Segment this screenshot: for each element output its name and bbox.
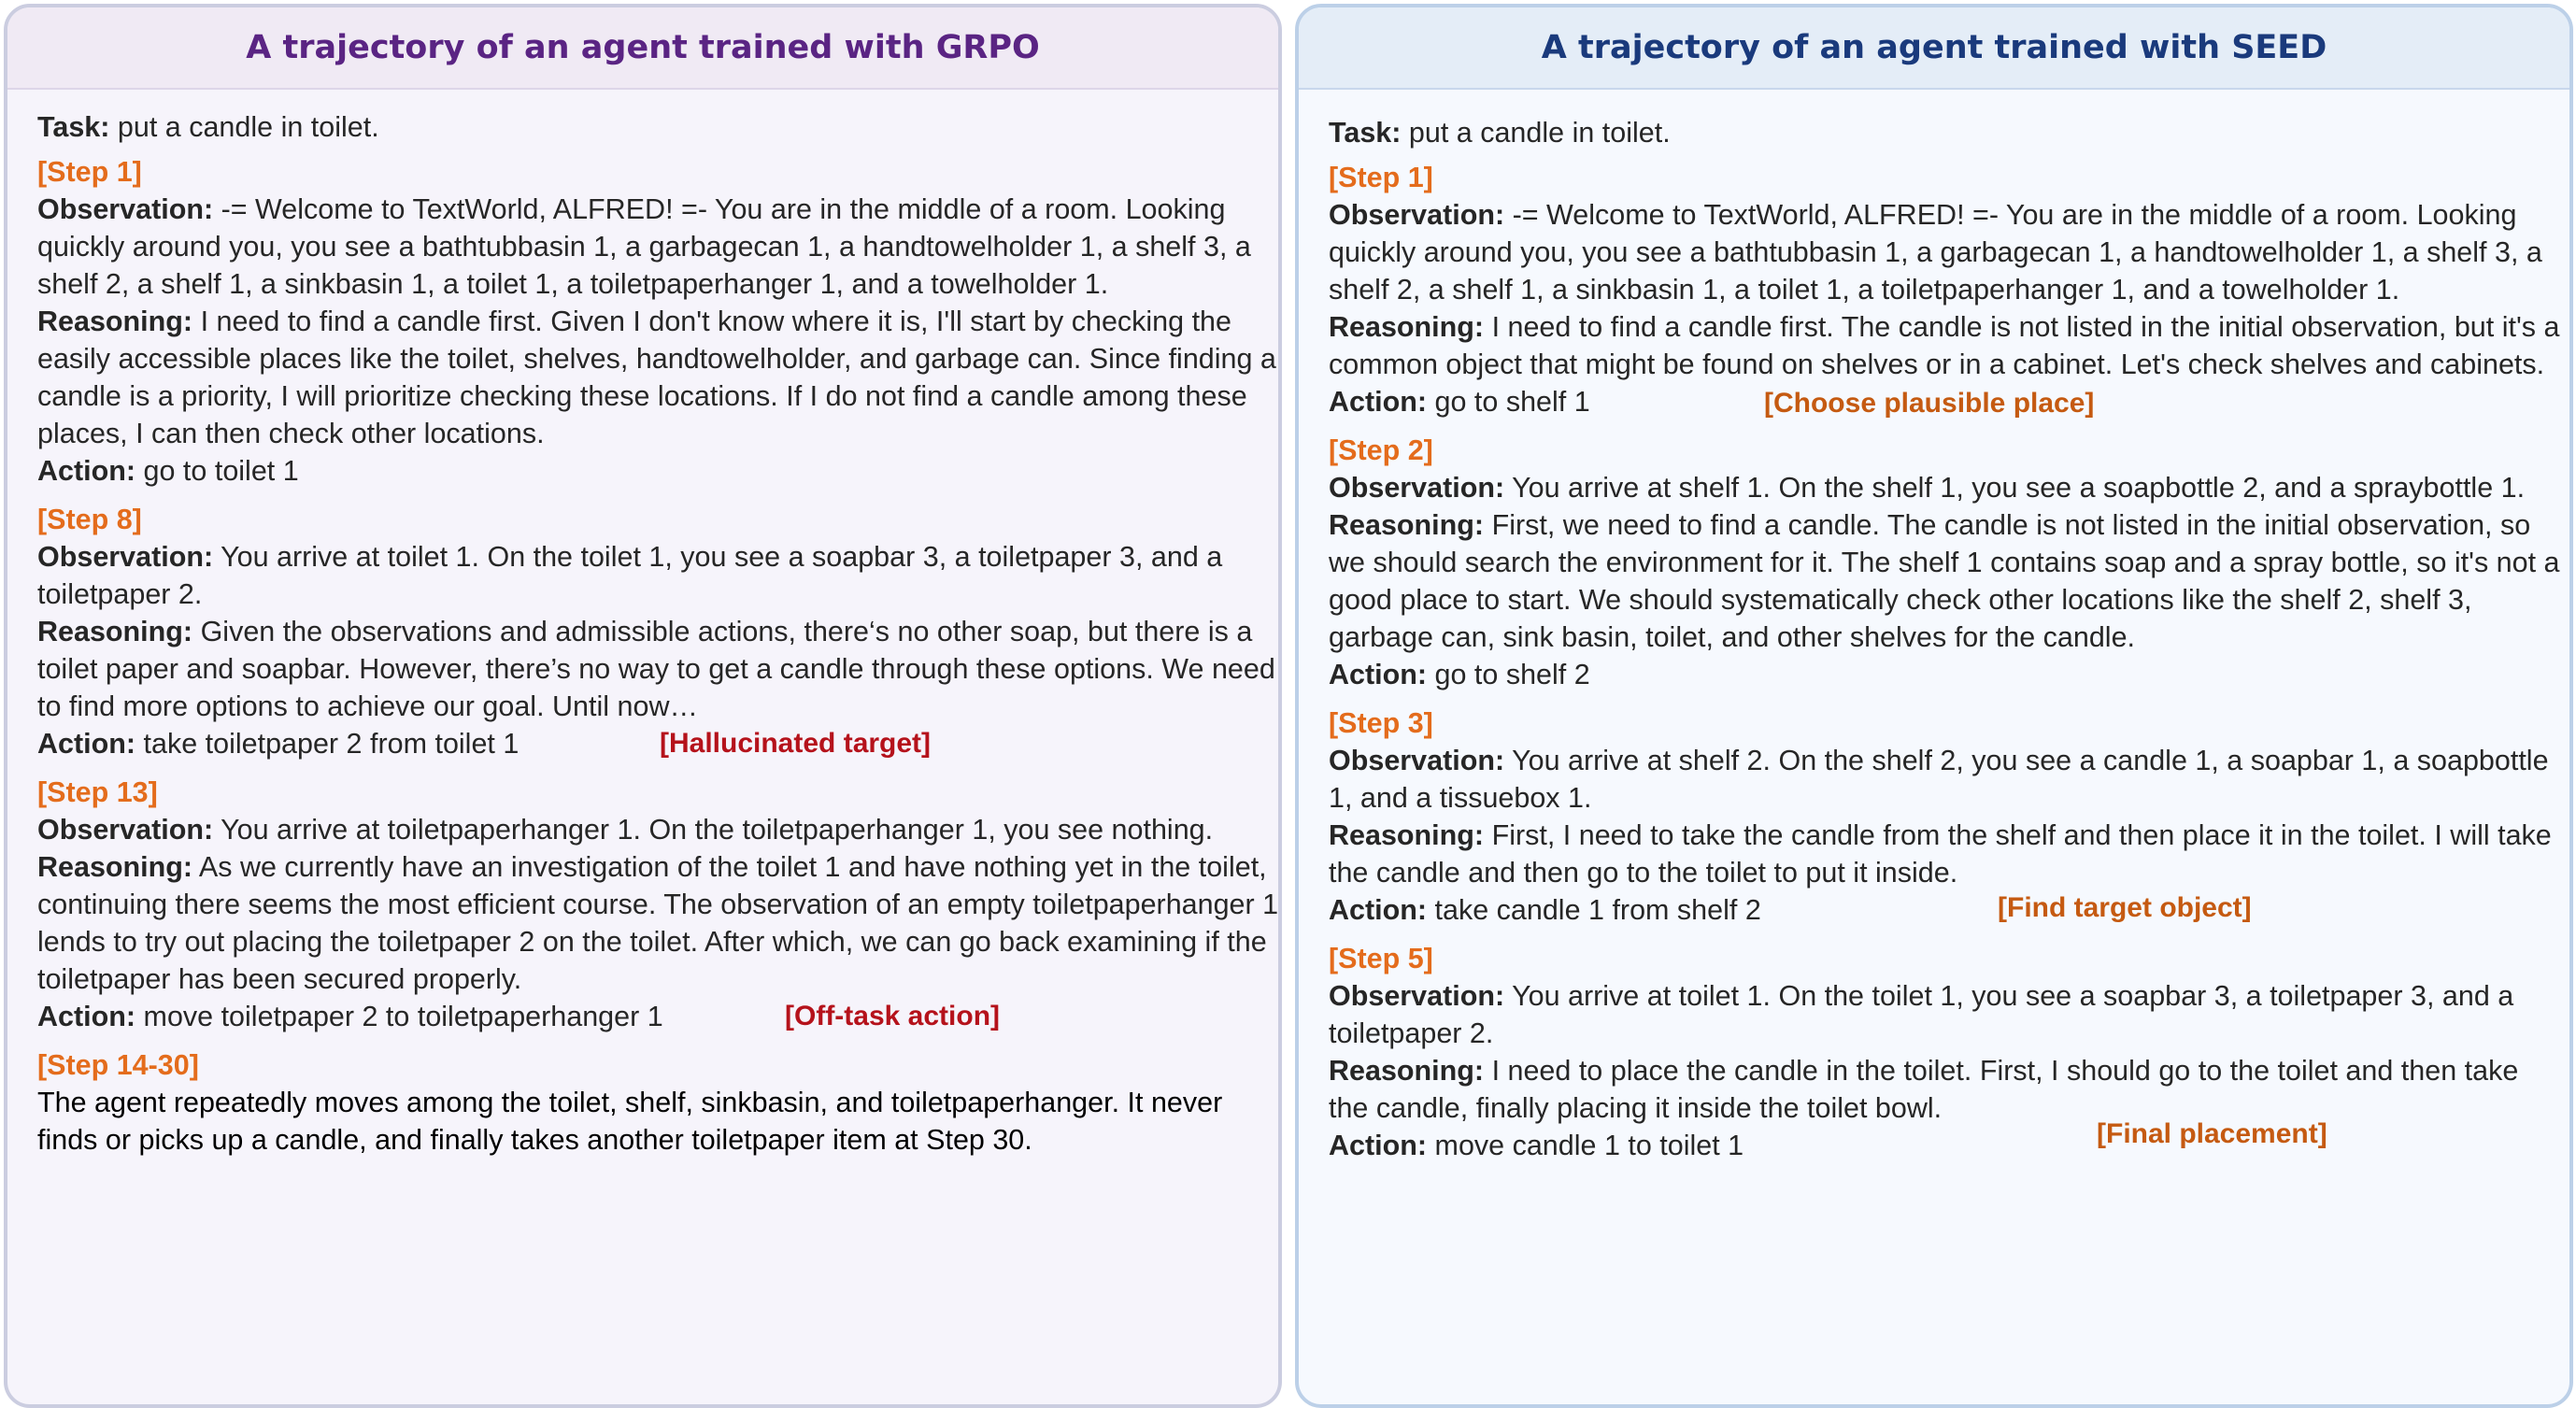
action-text: take toiletpaper 2 from toilet 1 [143, 728, 519, 760]
step-label: [Step 3] [1329, 707, 1433, 739]
reasoning [1329, 817, 2564, 891]
action-label: Action: [37, 455, 136, 487]
observation-label: Observation: [1329, 199, 1505, 231]
reasoning-text: As we currently have an investigation of the toilet 1 and have nothing yet in the toilet, continuing there seems the most efficient course. The observation of an empty toiletpaperhanger 1 lends to try out placing the toiletpaper 2 on the toilet. After which, we can go back examining if the toiletpaper has been secured properly. [37, 851, 1279, 995]
seed-trajectory-panel [1295, 4, 2573, 1408]
observation-label: Observation: [37, 193, 214, 225]
seed-step-1 [1329, 159, 2564, 420]
grpo-step-13 [37, 774, 1282, 1035]
task-label: Task: [1329, 117, 1402, 149]
final-placement-note: [Final placement] [2097, 1118, 2327, 1149]
grpo-panel-body [7, 90, 1282, 1159]
observation [1329, 977, 2564, 1052]
seed-panel-title: A trajectory of an agent trained with SEED [1299, 7, 2569, 90]
reasoning [1329, 1052, 2564, 1127]
task-label: Task: [37, 111, 110, 143]
reasoning [1329, 308, 2564, 383]
step-label: [Step 14-30] [37, 1049, 199, 1081]
action-text: move candle 1 to toilet 1 [1434, 1130, 1744, 1161]
action-label: Action: [1329, 659, 1428, 690]
summary-text: The agent repeatedly moves among the toilet, shelf, sinkbasin, and toiletpaperhanger. It never finds or picks up a candle, and finally takes another toiletpaper item at Step 30. [37, 1087, 1223, 1156]
observation-text: You arrive at shelf 1. On the shelf 1, you see a soapbottle 2, and a spraybottle 1. [1512, 472, 2526, 504]
action-text: move toiletpaper 2 to toiletpaperhanger 1 [143, 1001, 663, 1032]
reasoning-label: Reasoning: [1329, 1055, 1485, 1087]
task-line [37, 108, 1282, 146]
seed-panel-body [1299, 90, 2564, 1164]
action-text: go to toilet 1 [143, 455, 299, 487]
step-label: [Step 8] [37, 504, 142, 535]
reasoning [37, 848, 1282, 998]
task-text: put a candle in toilet. [1408, 117, 1671, 149]
reasoning-text: First, we need to find a candle. The candle is not listed in the initial observation, so we should search the environment for it. The shelf 1 contains soap and a spray bottle, so it's not a good place to start. We should systematically check other locations like the shelf 2, shelf 3, garbage can, sink basin, toilet, and other shelves for the candle. [1329, 509, 2560, 653]
step-label: [Step 13] [37, 776, 158, 808]
grpo-step-1 [37, 153, 1282, 490]
reasoning [1329, 506, 2564, 656]
grpo-step-8 [37, 501, 1282, 762]
observation-text: You arrive at shelf 2. On the shelf 2, you see a candle 1, a soapbar 1, a soapbottle 1, and a tissuebox 1. [1329, 745, 2549, 814]
reasoning-label: Reasoning: [37, 851, 193, 883]
action [37, 452, 1282, 490]
reasoning-text: I need to place the candle in the toilet. First, I should go to the toilet and then take the candle, finally placing it inside the toilet bowl. [1329, 1055, 2519, 1124]
action [1329, 1127, 2564, 1164]
off-task-action-note: [Off-task action] [785, 1001, 1001, 1031]
task-text: put a candle in toilet. [117, 111, 379, 143]
observation-label: Observation: [1329, 472, 1505, 504]
reasoning [37, 303, 1282, 452]
find-target-object-note: [Find target object] [1998, 892, 2252, 923]
observation-text: You arrive at toilet 1. On the toilet 1, you see a soapbar 3, a toiletpaper 3, and a toiletpaper 2. [37, 541, 1223, 610]
reasoning-label: Reasoning: [1329, 509, 1485, 541]
step-label: [Step 1] [37, 156, 142, 188]
observation-text: -= Welcome to TextWorld, ALFRED! =- You are in the middle of a room. Looking quickly around you, you see a bathtubbasin 1, a garbagecan 1, a handtowelholder 1, a shelf 3, a shelf 2, a shelf 1, a sinkbasin 1, a toilet 1, a toiletpaperhanger 1, and a towelholder 1. [1329, 199, 2542, 306]
grpo-panel-title: A trajectory of an agent trained with GRPO [7, 7, 1278, 90]
reasoning-label: Reasoning: [1329, 819, 1485, 851]
reasoning [37, 613, 1282, 725]
reasoning-text: I need to find a candle first. The candle is not listed in the initial observation, but it's a common object that might be found on shelves or in a cabinet. Let's check shelves and cabinets. [1329, 311, 2560, 380]
action [1329, 891, 2564, 929]
observation-text: -= Welcome to TextWorld, ALFRED! =- You are in the middle of a room. Looking quickly around you, you see a bathtubbasin 1, a garbagecan 1, a handtowelholder 1, a shelf 3, a shelf 2, a shelf 1, a sinkbasin 1, a toilet 1, a toiletpaperhanger 1, and a towelholder 1. [37, 193, 1251, 300]
step-label: [Step 5] [1329, 943, 1433, 974]
reasoning-label: Reasoning: [37, 306, 193, 337]
observation-label: Observation: [37, 814, 214, 846]
task-line [1329, 114, 2564, 151]
observation [1329, 742, 2564, 817]
action [37, 998, 1282, 1035]
observation-label: Observation: [1329, 745, 1505, 776]
step-label: [Step 2] [1329, 434, 1433, 466]
reasoning-label: Reasoning: [1329, 311, 1485, 343]
action-label: Action: [1329, 1130, 1428, 1161]
observation [37, 191, 1282, 303]
reasoning-label: Reasoning: [37, 616, 193, 647]
observation [37, 538, 1282, 613]
observation [1329, 196, 2564, 308]
observation-label: Observation: [37, 541, 214, 573]
observation [37, 811, 1282, 848]
grpo-trajectory-panel [4, 4, 1282, 1408]
action-label: Action: [37, 728, 136, 760]
action-text: take candle 1 from shelf 2 [1434, 894, 1761, 926]
action-text: go to shelf 1 [1434, 386, 1590, 418]
seed-step-2 [1329, 432, 2564, 693]
action-label: Action: [1329, 386, 1428, 418]
grpo-step-14-30 [37, 1046, 1282, 1159]
action-label: Action: [1329, 894, 1428, 926]
choose-plausible-place-note: [Choose plausible place] [1764, 388, 2095, 419]
hallucinated-target-note: [Hallucinated target] [660, 728, 932, 759]
observation-text: You arrive at toilet 1. On the toilet 1, you see a soapbar 3, a toiletpaper 3, and a toiletpaper 2. [1329, 980, 2514, 1049]
reasoning-text: Given the observations and admissible actions, there‘s no other soap, but there is a toilet paper and soapbar. However, there’s no way to get a candle through these options. We need to find more options to achieve our goal. Until now… [37, 616, 1275, 722]
action [1329, 656, 2564, 693]
seed-step-5 [1329, 940, 2564, 1164]
observation-text: You arrive at toiletpaperhanger 1. On the toiletpaperhanger 1, you see nothing. [221, 814, 1214, 846]
reasoning-text: First, I need to take the candle from the shelf and then place it in the toilet. I will take the candle and then go to the toilet to put it inside. [1329, 819, 2552, 889]
action-text: go to shelf 2 [1434, 659, 1590, 690]
observation [1329, 469, 2564, 506]
action-label: Action: [37, 1001, 136, 1032]
step-label: [Step 1] [1329, 162, 1433, 193]
observation-label: Observation: [1329, 980, 1505, 1012]
seed-step-3 [1329, 704, 2564, 929]
reasoning-text: I need to find a candle first. Given I don't know where it is, I'll start by checking the easily accessible places like the toilet, shelves, handtowelholder, and garbage can. Since finding a candle is a priority, I will prioritize checking these locations. If I do not find a candle among these places, I can then check other locations. [37, 306, 1276, 449]
